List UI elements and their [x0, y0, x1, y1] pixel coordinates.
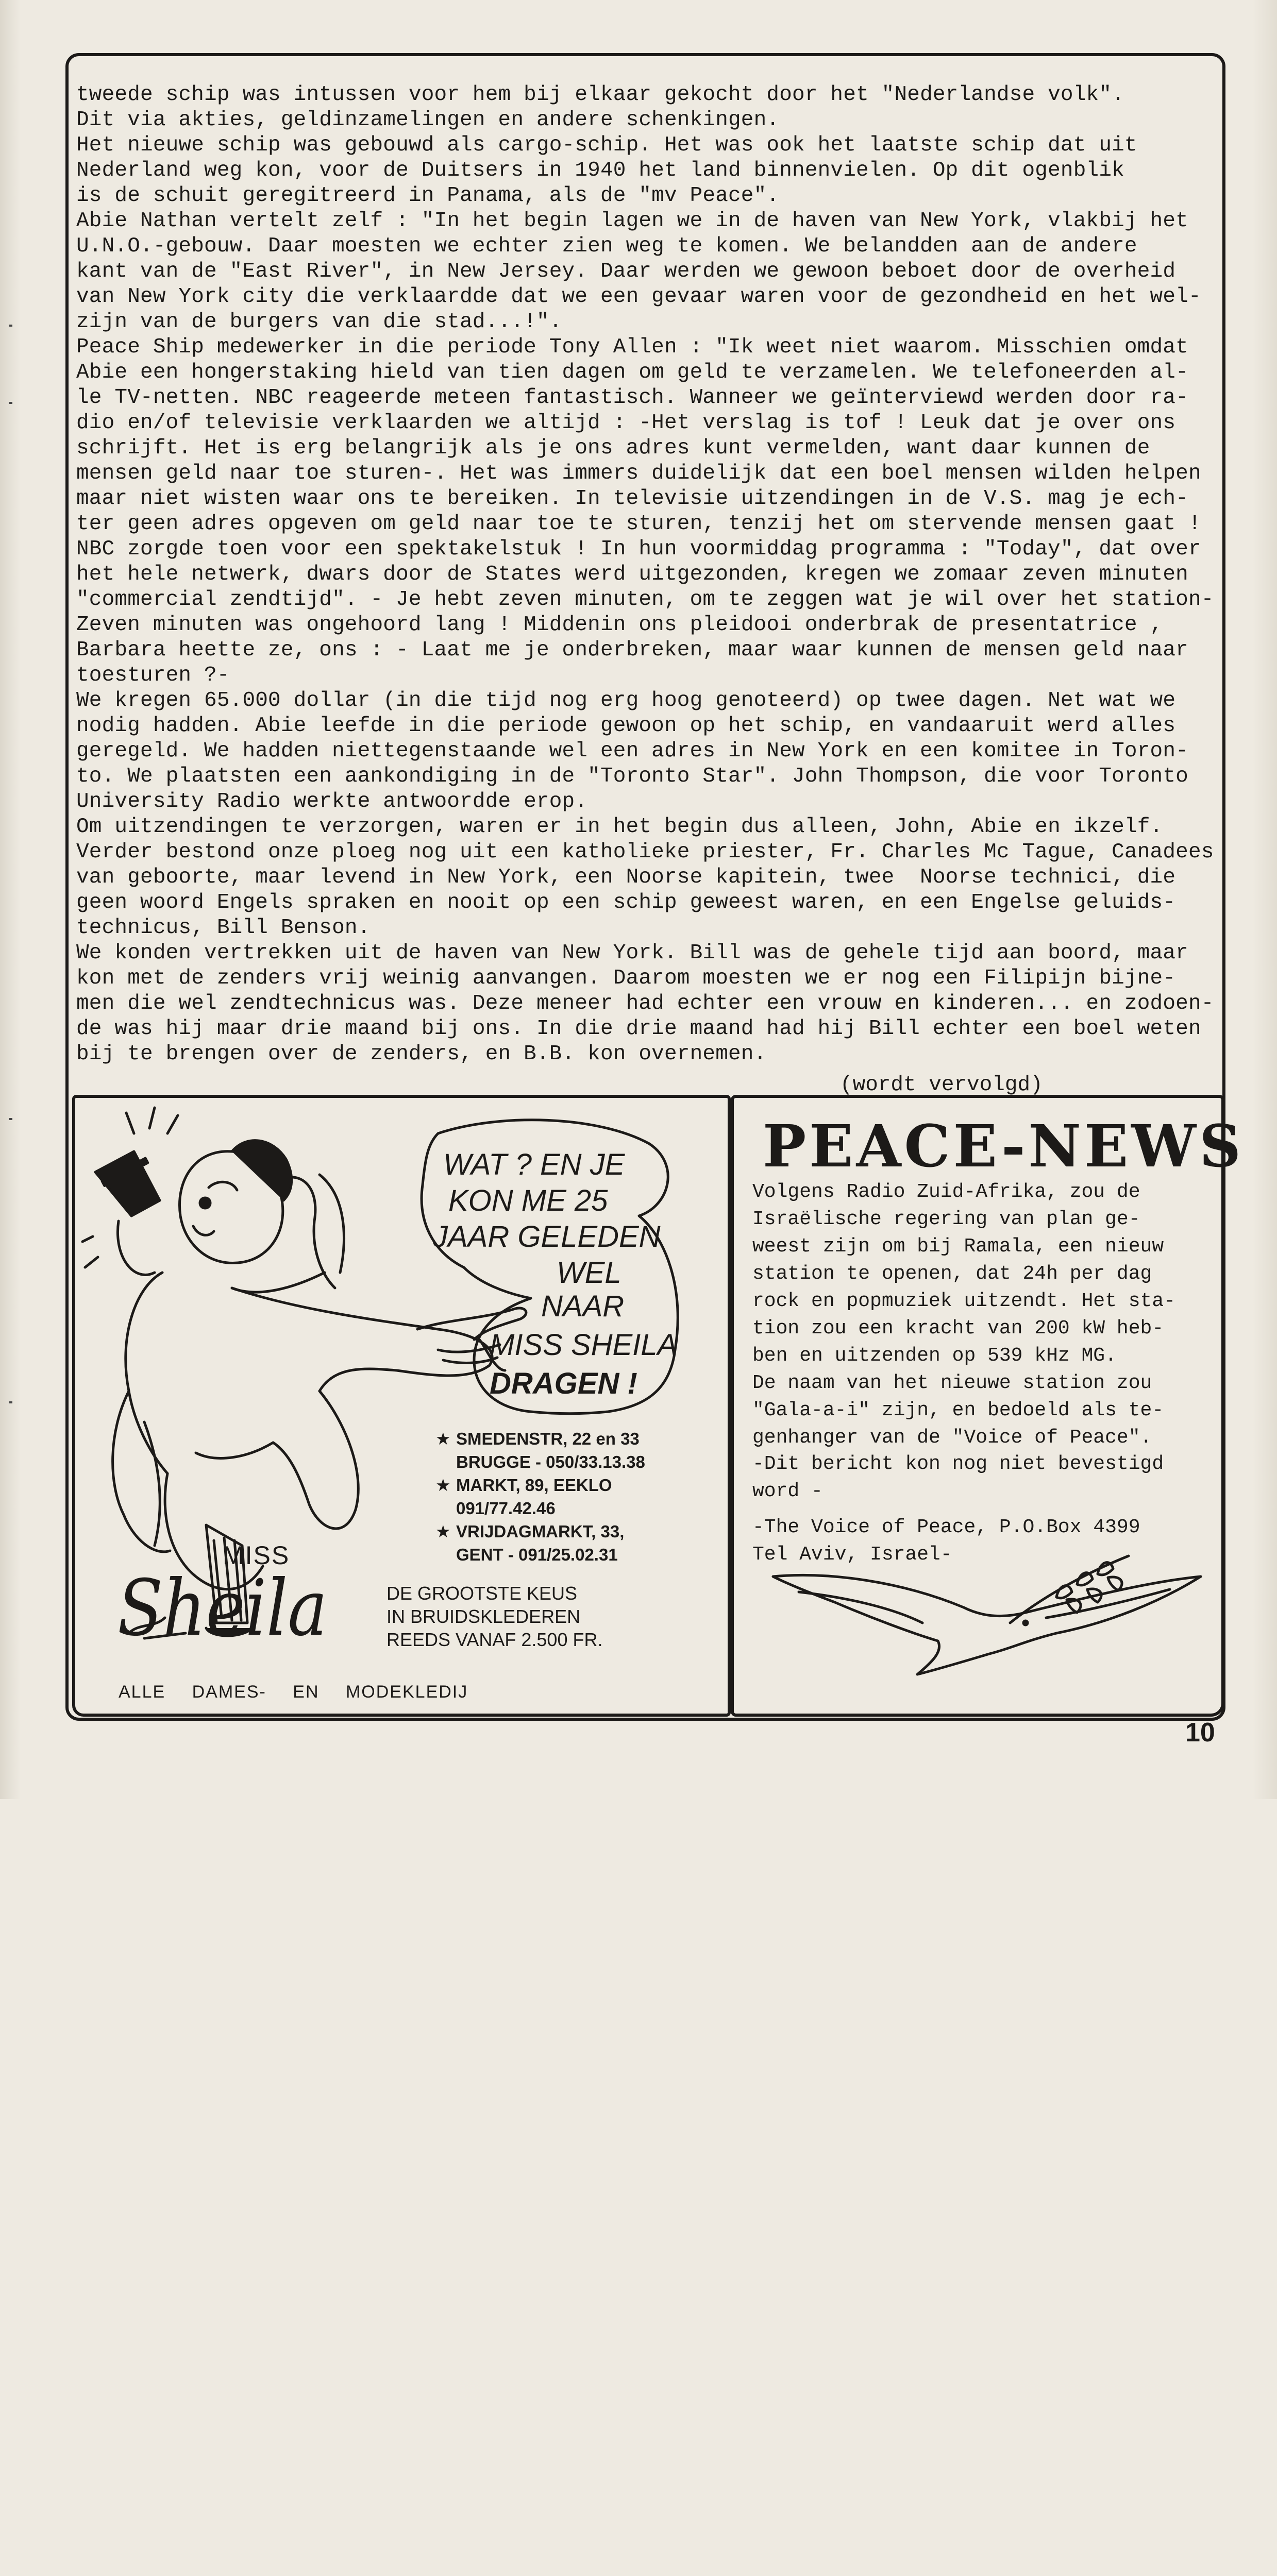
- brand-small: MISS: [223, 1541, 290, 1570]
- article-line: Abie Nathan vertelt zelf : "In het begin lagen we in de haven van New York, vlakbij het: [76, 209, 1188, 233]
- article-line: zijn van de burgers van die stad...!".: [76, 310, 562, 334]
- article-line: geen woord Engels spraken en nooit op een schip geweest waren, en een Engelse geluids-: [76, 891, 1176, 914]
- article-line: le TV-netten. NBC reageerde meteen fantastisch. Wanneer we geïnterviewd werden door ra-: [76, 386, 1188, 410]
- article-line: het hele netwerk, dwars door de States werd uitgezonden, kregen we zomaar zeven minuten: [76, 563, 1188, 586]
- article-line: Het nieuwe schip was gebouwd als cargo-schip. Het was ook het laatste schip dat uit: [76, 133, 1137, 157]
- article-line: van New York city die verklaardde dat we een gevaar waren voor de gezondheid en het wel-: [76, 285, 1201, 309]
- punch-mark: [9, 1118, 12, 1120]
- article-line: Peace Ship medewerker in die periode Tony Allen : "Ik weet niet waarom. Misschien omdat: [76, 335, 1188, 359]
- article-line: University Radio werkte antwoordde erop.: [76, 790, 588, 814]
- article-line: bij te brengen over de zenders, en B.B. kon overnemen.: [76, 1042, 767, 1066]
- article-text: [76, 82, 1225, 1067]
- speech-line: WAT ? EN JE: [443, 1148, 625, 1181]
- article-line: Barbara heette ze, ons : - Laat me je onderbreken, maar waar kunnen de mensen geld naar: [76, 638, 1188, 662]
- article-line: Om uitzendingen te verzorgen, waren er in het begin dus alleen, John, Abie en ikzelf.: [76, 815, 1163, 839]
- article-line: toesturen ?-: [76, 664, 230, 687]
- article-line: Zeven minuten was ongehoord lang ! Middenin ons pleidooi onderbrak de presentatrice ,: [76, 613, 1163, 637]
- article-line: "commercial zendtijd". - Je hebt zeven minuten, om te zeggen wat je wil over het station-: [76, 588, 1214, 612]
- peace-dove-icon: [768, 1546, 1211, 1680]
- address-2: ★ MARKT, 89, EEKLO: [435, 1476, 612, 1495]
- article-line: kant van de "East River", in New Jersey. Daar werden we gewoon beboet door de overheid: [76, 260, 1176, 283]
- address-3: ★ VRIJDAGMARKT, 33,: [435, 1522, 625, 1541]
- brand-logo: Sheila: [117, 1564, 328, 1653]
- punch-mark: [9, 402, 12, 404]
- article-line: dio en/of televisie verklaarden we altijd : -Het verslag is tof ! Leuk dat je over ons: [76, 411, 1176, 435]
- shop-addresses: ★ SMEDENSTR, 22 en 33 BRUGGE - 050/33.13.38 ★ MARKT, 89, EEKLO 091/77.42.46 ★ VRIJDAGMARKT, 33, GENT - 091/25.02.31: [435, 1427, 645, 1566]
- article-line: men die wel zendtechnicus was. Deze meneer had echter een vrouw en kinderen... en zodoen-: [76, 992, 1214, 1015]
- article-line: U.N.O.-gebouw. Daar moesten we echter zien weg te komen. We belandden aan de andere: [76, 234, 1137, 258]
- article-line: Verder bestond onze ploeg nog uit een katholieke priester, Fr. Charles Mc Tague, Canadees: [76, 840, 1214, 864]
- article-line: to. We plaatsten een aankondiging in de "Toronto Star". John Thompson, die voor Toronto: [76, 765, 1188, 788]
- article-line: NBC zorgde toen voor een spektakelstuk ! In hun voormiddag programma : "Today", dat over: [76, 537, 1201, 561]
- article-line: nodig hadden. Abie leefde in die periode gewoon op het schip, en vandaaruit werd alles: [76, 714, 1176, 738]
- address-1: ★ SMEDENSTR, 22 en 33: [435, 1429, 640, 1448]
- article-line: Abie een hongerstaking hield van tien dagen om geld te verzamelen. We telefoneerden al-: [76, 361, 1188, 384]
- article-line: Dit via akties, geldinzamelingen en andere schenkingen.: [76, 108, 780, 132]
- speech-line: NAAR: [541, 1290, 625, 1323]
- page-number: 10: [1185, 1718, 1215, 1748]
- peace-news-body: Volgens Radio Zuid-Afrika, zou de Israëlische regering van plan ge- weest zijn om bij Ramala, een nieuw station te openen, dat 24h per dag rock en popmuziek uitzendt. Het sta- tion zou een kracht van 200 kW heb- ben en uitzenden op 539 kHz MG. De naam van het nieuwe station zou "Gala-a-i" zijn, en bedoeld als te- genhanger van de "Voice of Peace".: [752, 1181, 1175, 1449]
- peace-news-address: -The Voice of Peace, P.O.Box 4399 Tel Aviv, Israel-: [752, 1516, 1140, 1566]
- peace-news-note: -Dit bericht kon nog niet bevestigd word -: [752, 1453, 1164, 1502]
- speech-line: JAAR GELEDEN: [433, 1220, 661, 1253]
- article-line: Nederland weg kon, voor de Duitsers in 1940 het land binnenvielen. Op dit ogenblik: [76, 159, 1124, 182]
- article-line: technicus, Bill Benson.: [76, 916, 371, 940]
- article-line: We konden vertrekken uit de haven van New York. Bill was de gehele tijd aan boord, maar: [76, 941, 1188, 965]
- continued-note: (wordt vervolgd): [840, 1073, 1043, 1097]
- speech-line: WEL: [557, 1256, 621, 1290]
- ad-slogan: DE GROOTSTE KEUS IN BRUIDSKLEDEREN REEDS VANAF 2.500 FR.: [387, 1583, 603, 1650]
- speech-line: MISS SHEILA: [490, 1328, 678, 1362]
- article-line: mensen geld naar toe sturen-. Het was immers duidelijk dat een boel mensen wilden helpen: [76, 462, 1201, 485]
- ad-footer: ALLE DAMES- EN MODEKLEDIJ: [119, 1682, 468, 1702]
- article-line: maar niet wisten waar ons te bereiken. In televisie uitzendingen in de V.S. mag je ech-: [76, 487, 1188, 511]
- article-line: tweede schip was intussen voor hem bij elkaar gekocht door het "Nederlandse volk".: [76, 83, 1124, 107]
- speech-line: DRAGEN !: [490, 1367, 637, 1400]
- punch-mark: [9, 325, 12, 327]
- article-line: van geboorte, maar levend in New York, een Noorse kapitein, twee Noorse technici, die: [76, 866, 1176, 889]
- article-line: de was hij maar drie maand bij ons. In die drie maand had hij Bill echter een boel weten: [76, 1017, 1201, 1041]
- article-line: kon met de zenders vrij weinig aanvangen. Daarom moesten we er nog een Filipijn bijne-: [76, 967, 1176, 990]
- article-line: is de schuit geregitreerd in Panama, als de "mv Peace".: [76, 184, 780, 208]
- article-line: We kregen 65.000 dollar (in die tijd nog erg hoog genoteerd) op twee dagen. Net wat we: [76, 689, 1176, 713]
- article-line: ter geen adres opgeven om geld naar toe te sturen, tenzij het om stervende mensen gaat !: [76, 512, 1201, 536]
- punch-mark: [9, 1401, 12, 1403]
- article-line: geregeld. We hadden niettegenstaande wel een adres in New York en een komitee in Toron-: [76, 739, 1188, 763]
- article-line: schrijft. Het is erg belangrijk als je ons adres kunt vermelden, want daar kunnen de: [76, 436, 1150, 460]
- speech-line: KON ME 25: [448, 1184, 608, 1217]
- peace-news-title: PEACE-NEWS: [763, 1113, 1244, 1180]
